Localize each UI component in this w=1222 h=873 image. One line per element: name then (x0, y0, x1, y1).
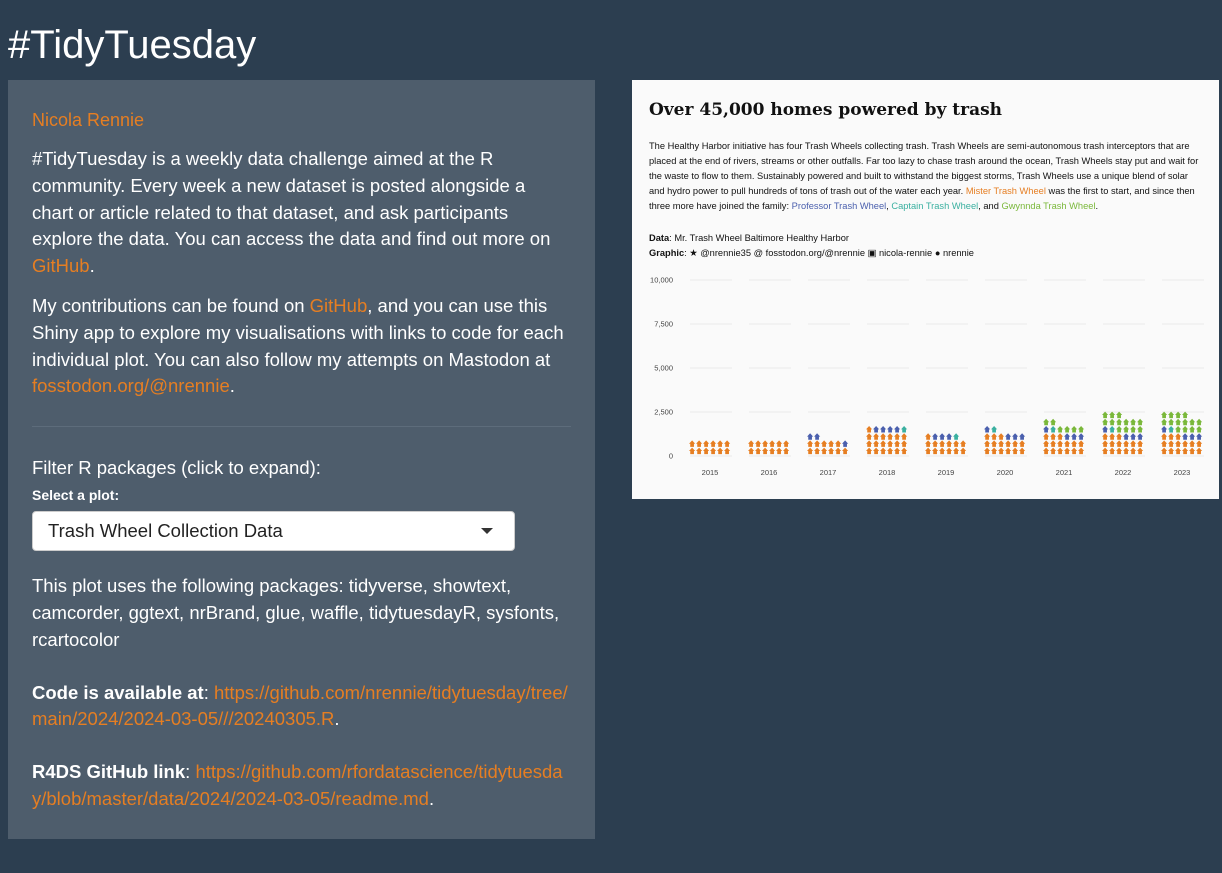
house-icon (1102, 412, 1108, 419)
plot-select-value: Trash Wheel Collection Data (48, 520, 283, 542)
house-icon (1078, 433, 1084, 440)
house-icon (814, 440, 820, 447)
house-icon (1071, 440, 1077, 447)
house-icon (1102, 419, 1108, 426)
house-icon (1078, 426, 1084, 433)
house-icon (1102, 440, 1108, 447)
waffle-chart (632, 270, 1219, 480)
house-icon (991, 433, 997, 440)
house-icon (783, 448, 789, 455)
house-icon (991, 426, 997, 433)
house-icon (925, 440, 931, 447)
house-icon (755, 448, 761, 455)
house-icon (821, 440, 827, 447)
divider (32, 426, 571, 427)
house-icon (1123, 426, 1129, 433)
intro-paragraph (32, 146, 571, 280)
house-icon (724, 440, 730, 447)
house-icon (1057, 433, 1063, 440)
house-icon (1064, 433, 1070, 440)
y-tick-label: 5,000 (654, 363, 673, 373)
house-icon (828, 448, 834, 455)
house-icon (1116, 412, 1122, 419)
house-icon (873, 426, 879, 433)
r4ds-colon: : (185, 761, 196, 783)
x-tick-label: 2023 (1173, 468, 1191, 477)
contrib-pre: My contributions can be found on (32, 294, 310, 316)
house-icon (939, 448, 945, 455)
house-icon (1050, 419, 1056, 426)
house-icon (1050, 426, 1056, 433)
github-link-intro[interactable]: GitHub (32, 255, 90, 277)
house-icon (710, 448, 716, 455)
house-icon (769, 448, 775, 455)
house-icon (1182, 426, 1188, 433)
house-icon (1137, 440, 1143, 447)
house-icon (1019, 448, 1025, 455)
author-link[interactable]: Nicola Rennie (32, 110, 145, 130)
x-tick-label: 2021 (1055, 468, 1073, 477)
x-tick-label: 2022 (1114, 468, 1132, 477)
house-icon (717, 448, 723, 455)
legend-captain: Captain Trash Wheel (891, 201, 979, 211)
house-icon (1196, 426, 1202, 433)
house-icon (866, 448, 872, 455)
house-icon (724, 448, 730, 455)
desc-sep2: , and (978, 201, 1002, 211)
house-icon (1168, 419, 1174, 426)
house-icon (1078, 448, 1084, 455)
r4ds-link-paragraph (32, 759, 571, 813)
house-icon (984, 440, 990, 447)
house-icon (1123, 448, 1129, 455)
house-icon (1137, 426, 1143, 433)
house-icon (1005, 433, 1011, 440)
contrib-mid: , and you can use this Shiny app to explore my visualisations with links to code for each individual plot. You can also follow my attempts on Mastodon at (32, 294, 564, 370)
house-icon (1130, 440, 1136, 447)
house-icon (842, 440, 848, 447)
y-tick-label: 0 (668, 451, 673, 461)
house-icon (880, 440, 886, 447)
graphic-text: : ★ @nrennie35 @ fosstodon.org/@nrennie ▣ nicola-rennie ● nrennie (684, 248, 974, 258)
house-icon (1043, 419, 1049, 426)
house-icon (998, 440, 1004, 447)
intro-text: #TidyTuesday is a weekly data challenge aimed at the R community. Every week a new dataset is posted alongside a chart or article related to that dataset, and ask participants explore the data. You can access the data and find out more on (32, 148, 551, 250)
house-icon (984, 448, 990, 455)
page-title: #TidyTuesday (8, 23, 257, 67)
house-icon (1175, 440, 1181, 447)
x-tick-label: 2015 (701, 468, 719, 477)
filter-packages-toggle[interactable]: Filter R packages (click to expand): (32, 457, 321, 479)
house-icon (1189, 448, 1195, 455)
house-icon (1196, 440, 1202, 447)
house-icon (887, 448, 893, 455)
house-icon (1182, 419, 1188, 426)
house-icon (894, 448, 900, 455)
house-icon (1005, 440, 1011, 447)
house-icon (1116, 426, 1122, 433)
house-icon (1012, 448, 1018, 455)
x-tick-label: 2020 (996, 468, 1014, 477)
house-icon (984, 433, 990, 440)
house-icon (1043, 440, 1049, 447)
house-icon (1019, 440, 1025, 447)
house-icon (1130, 433, 1136, 440)
house-icon (1130, 419, 1136, 426)
house-icon (1182, 448, 1188, 455)
house-icon (835, 448, 841, 455)
house-icon (1050, 433, 1056, 440)
house-icon (1175, 426, 1181, 433)
house-icon (1189, 426, 1195, 433)
house-icon (1123, 440, 1129, 447)
house-icon (894, 426, 900, 433)
x-tick-label: 2019 (937, 468, 955, 477)
house-icon (873, 448, 879, 455)
house-icon (1161, 412, 1167, 419)
house-icon (842, 448, 848, 455)
house-icon (1102, 433, 1108, 440)
x-tick-label: 2018 (878, 468, 896, 477)
y-tick-label: 2,500 (654, 407, 673, 417)
house-icon (703, 448, 709, 455)
house-icon (894, 433, 900, 440)
house-icon (932, 448, 938, 455)
figure-data-credit (649, 232, 849, 244)
house-icon (776, 448, 782, 455)
contrib-end: . (229, 375, 235, 397)
house-icon (946, 433, 952, 440)
r4ds-link[interactable]: https://github.com/rfordatascience/tidytuesday/blob/master/data/2024/2024-03-05/readme.md (32, 761, 563, 809)
house-icon (1161, 419, 1167, 426)
house-icon (894, 440, 900, 447)
house-icon (1043, 433, 1049, 440)
house-icon (1057, 440, 1063, 447)
house-icon (1137, 448, 1143, 455)
house-icon (1043, 448, 1049, 455)
house-icon (807, 448, 813, 455)
house-icon (1161, 426, 1167, 433)
house-icon (814, 433, 820, 440)
house-icon (1109, 419, 1115, 426)
house-icon (946, 448, 952, 455)
house-icon (1168, 426, 1174, 433)
house-icon (821, 448, 827, 455)
house-icon (689, 440, 695, 447)
intro-end: . (89, 255, 95, 277)
house-icon (1168, 440, 1174, 447)
house-icon (1116, 440, 1122, 447)
house-icon (776, 440, 782, 447)
house-icon (1189, 440, 1195, 447)
house-icon (1109, 426, 1115, 433)
house-icon (960, 448, 966, 455)
house-icon (1109, 433, 1115, 440)
house-icon (1130, 448, 1136, 455)
house-icon (1130, 426, 1136, 433)
house-icon (880, 426, 886, 433)
house-icon (953, 433, 959, 440)
house-icon (1137, 433, 1143, 440)
house-icon (960, 440, 966, 447)
house-icon (1175, 412, 1181, 419)
house-icon (866, 433, 872, 440)
house-icon (1005, 448, 1011, 455)
house-icon (901, 433, 907, 440)
code-label: Code is available at (32, 681, 204, 703)
x-tick-label: 2016 (760, 468, 778, 477)
house-icon (1064, 448, 1070, 455)
house-icon (1168, 448, 1174, 455)
r4ds-end: . (428, 787, 435, 809)
house-icon (1175, 419, 1181, 426)
house-icon (1168, 433, 1174, 440)
house-icon (1175, 448, 1181, 455)
house-icon (1123, 419, 1129, 426)
house-icon (932, 440, 938, 447)
house-icon (1043, 426, 1049, 433)
house-icon (1071, 448, 1077, 455)
sidebar-panel (8, 80, 595, 839)
house-icon (887, 426, 893, 433)
house-icon (1050, 448, 1056, 455)
r4ds-label: R4DS GitHub link (32, 761, 186, 783)
house-icon (1182, 440, 1188, 447)
house-icon (1071, 426, 1077, 433)
house-icon (866, 440, 872, 447)
house-icon (984, 426, 990, 433)
house-icon (887, 433, 893, 440)
figure-title: Over 45,000 homes powered by trash (649, 100, 1003, 120)
house-icon (1161, 440, 1167, 447)
house-icon (689, 448, 695, 455)
house-icon (873, 433, 879, 440)
house-icon (1182, 412, 1188, 419)
house-icon (1189, 419, 1195, 426)
code-end: . (334, 708, 340, 730)
graphic-label: Graphic (649, 248, 685, 258)
house-icon (1071, 433, 1077, 440)
house-icon (1064, 440, 1070, 447)
house-icon (953, 448, 959, 455)
house-icon (696, 440, 702, 447)
house-icon (880, 448, 886, 455)
mastodon-link[interactable]: fosstodon.org/@nrennie (32, 375, 230, 397)
house-icon (1057, 448, 1063, 455)
house-icon (762, 448, 768, 455)
house-icon (1012, 433, 1018, 440)
house-icon (1102, 448, 1108, 455)
github-link-contrib[interactable]: GitHub (309, 294, 368, 316)
house-icon (1196, 433, 1202, 440)
desc-pre: The Healthy Harbor initiative has four Trash Wheels collecting trash. Trash Wheels are semi-autonomous trash interceptors that are placed at the end of rivers, streams or other outfalls. Far too lazy to chase trash around the ocean, Trash Wheels stay put and wait for the waste to flow to them. Sustainably powered and built to withstand the biggest storms, Trash Wheels use a unique blend of solar and hydro power to pull hundreds of tons of trash out of the water each year. (649, 141, 1199, 196)
house-icon (880, 433, 886, 440)
house-icon (1109, 412, 1115, 419)
house-icon (1175, 433, 1181, 440)
house-icon (991, 448, 997, 455)
house-icon (1019, 433, 1025, 440)
house-icon (1012, 440, 1018, 447)
house-icon (1189, 433, 1195, 440)
house-icon (710, 440, 716, 447)
caret-down-icon (481, 528, 493, 534)
house-icon (887, 440, 893, 447)
house-icon (925, 448, 931, 455)
desc-mid: was the first to start, and since then three more have joined the family: (649, 186, 1195, 211)
house-icon (1102, 426, 1108, 433)
house-icon (748, 448, 754, 455)
house-icon (932, 433, 938, 440)
data-label: Data (649, 233, 670, 243)
house-icon (873, 440, 879, 447)
house-icon (1116, 419, 1122, 426)
house-icon (991, 440, 997, 447)
y-tick-label: 10,000 (650, 275, 673, 285)
house-icon (1078, 440, 1084, 447)
figure-description (649, 139, 1205, 214)
house-icon (835, 440, 841, 447)
house-icon (1109, 440, 1115, 447)
house-icon (1196, 419, 1202, 426)
code-link-paragraph (32, 680, 571, 734)
house-icon (1050, 440, 1056, 447)
house-icon (939, 440, 945, 447)
house-icon (1064, 426, 1070, 433)
plot-select[interactable] (32, 511, 515, 551)
x-tick-label: 2017 (819, 468, 837, 477)
house-icon (1161, 433, 1167, 440)
house-icon (783, 440, 789, 447)
desc-end: . (1095, 201, 1099, 211)
y-tick-label: 7,500 (654, 319, 673, 329)
desc-sep1: , (886, 201, 892, 211)
house-icon (946, 440, 952, 447)
house-icon (939, 433, 945, 440)
house-icon (717, 440, 723, 447)
house-icon (1182, 433, 1188, 440)
house-icon (814, 448, 820, 455)
house-icon (828, 440, 834, 447)
house-icon (762, 440, 768, 447)
house-icon (925, 433, 931, 440)
house-icon (1137, 419, 1143, 426)
house-icon (901, 426, 907, 433)
house-icon (807, 433, 813, 440)
contrib-paragraph (32, 293, 571, 400)
house-icon (1168, 412, 1174, 419)
legend-professor: Professor Trash Wheel (791, 201, 887, 211)
house-icon (901, 448, 907, 455)
house-icon (748, 440, 754, 447)
plot-image (632, 80, 1219, 499)
house-icon (901, 440, 907, 447)
house-icon (1123, 433, 1129, 440)
house-icon (866, 426, 872, 433)
house-icon (1116, 448, 1122, 455)
house-icon (1057, 426, 1063, 433)
house-icon (1161, 448, 1167, 455)
house-icon (703, 440, 709, 447)
house-icon (998, 448, 1004, 455)
house-icon (1196, 448, 1202, 455)
house-icon (1116, 433, 1122, 440)
select-plot-label: Select a plot: (32, 487, 120, 504)
house-icon (998, 433, 1004, 440)
house-icon (696, 448, 702, 455)
figure-graphic-credit (649, 247, 974, 259)
legend-gwynnda: Gwynnda Trash Wheel (1001, 201, 1096, 211)
code-colon: : (203, 681, 214, 703)
house-icon (769, 440, 775, 447)
legend-mister: Mister Trash Wheel (965, 186, 1046, 196)
house-icon (807, 440, 813, 447)
house-icon (1109, 448, 1115, 455)
house-icon (953, 440, 959, 447)
code-link[interactable]: https://github.com/nrennie/tidytuesday/tree/main/2024/2024-03-05///20240305.R (32, 681, 568, 730)
packages-text: This plot uses the following packages: tidyverse, showtext, camcorder, ggtext, nrBrand, glue, waffle, tidytuesdayR, sysfonts, rcartocolor (32, 575, 560, 650)
house-icon (755, 440, 761, 447)
data-text: : Mr. Trash Wheel Baltimore Healthy Harbor (669, 233, 849, 243)
